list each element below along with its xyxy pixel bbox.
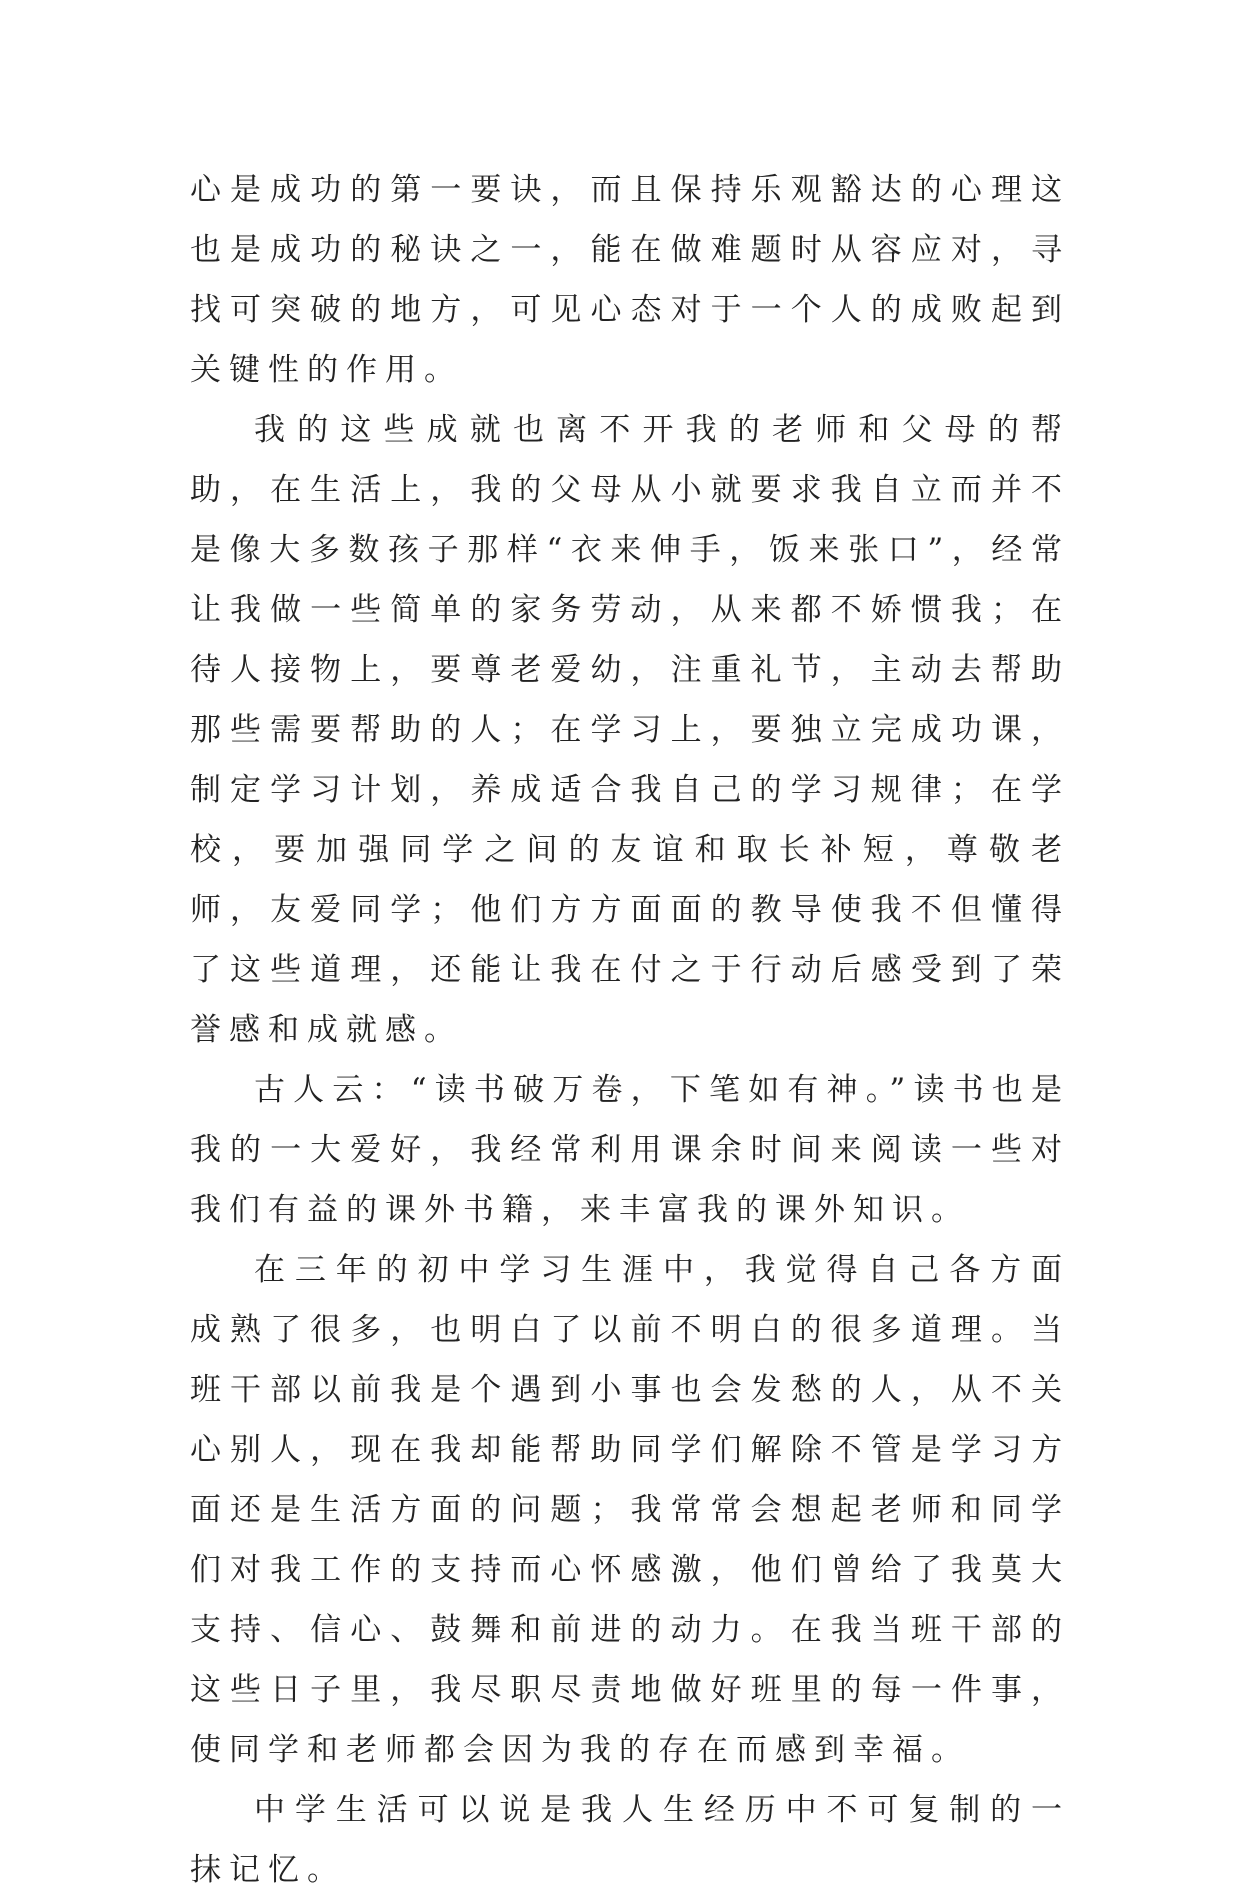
document-body [190,160,1070,1900]
paragraph-growth: 在三年的初中学习生涯中，我觉得自己各方面成熟了很多，也明白了以前不明白的很多道理。当班干部以前我是个遇到小事也会发愁的人，从不关心别人，现在我却能帮助同学们解除不管是学习方面还是生活方面的问题；我常常会想起老师和同学们对我工作的支持而心怀感激，他们曾给了我莫大支持、信心、鼓舞和前进的动力。在我当班干部的这些日子里，我尽职尽责地做好班里的每一件事，使同学和老师都会因为我的存在而感到幸福。 [190,1252,1070,1768]
paragraph-teachers-parents: 我的这些成就也离不开我的老师和父母的帮助，在生活上，我的父母从小就要求我自立而并不是像大多数孩子那样“衣来伸手，饭来张口”，经常让我做一些简单的家务劳动，从来都不娇惯我；在待人接物上，要尊老爱幼，注重礼节，主动去帮助那些需要帮助的人；在学习上，要独立完成功课，制定学习计划，养成适合我自己的学习规律；在学校，要加强同学之间的友谊和取长补短，尊敬老师，友爱同学；他们方方面面的教导使我不但懂得了这些道理，还能让我在付之于行动后感受到了荣誉感和成就感。 [190,412,1070,1048]
paragraph-memory: 中学生活可以说是我人生经历中不可复制的一抹记忆。 [190,1792,1070,1888]
paragraph-reading: 古人云：“读书破万卷，下笔如有神。”读书也是我的一大爱好，我经常利用课余时间来阅读一些对我们有益的课外书籍，来丰富我的课外知识。 [190,1072,1070,1228]
paragraph-continuation: 心是成功的第一要诀，而且保持乐观豁达的心理这也是成功的秘诀之一，能在做难题时从容应对，寻找可突破的地方，可见心态对于一个人的成败起到关键性的作用。 [190,172,1070,388]
